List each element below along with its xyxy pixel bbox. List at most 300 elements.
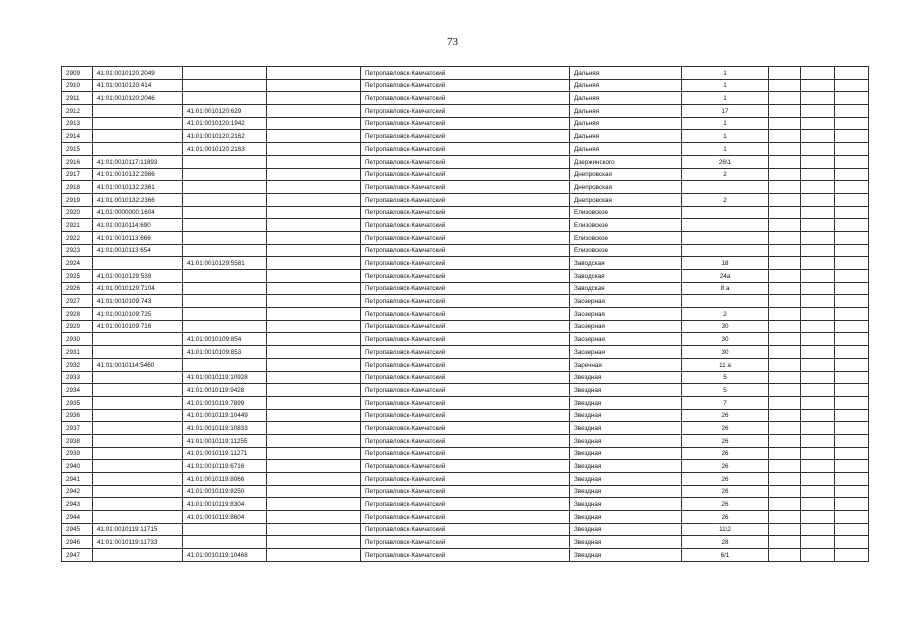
cadastral-number-2-cell (183, 67, 267, 80)
table-row (62, 257, 869, 270)
extra-cell-1 (769, 371, 801, 384)
extra-cell-3 (835, 105, 869, 118)
city-cell: Петропавловск-Камчатский (361, 168, 570, 181)
street-cell: Звездная (570, 549, 682, 562)
extra-cell-3 (835, 511, 869, 524)
cadastral-number-2-cell (183, 92, 267, 105)
extra-cell-1 (769, 244, 801, 257)
cadastral-number-cell (93, 105, 183, 118)
extra-cell-2 (801, 511, 835, 524)
city-cell: Петропавловск-Камчатский (361, 549, 570, 562)
extra-cell-2 (801, 460, 835, 473)
row-number-cell: 2915 (62, 143, 93, 156)
extra-cell-1 (769, 358, 801, 371)
extra-cell-2 (801, 219, 835, 232)
house-number-cell: 26 (682, 498, 769, 511)
cadastral-number-2-cell: 41:01:0010119:7899 (183, 396, 267, 409)
table-row (62, 511, 869, 524)
cadastral-number-cell: 41:01:0010109:743 (93, 295, 183, 308)
row-number-cell: 2939 (62, 447, 93, 460)
row-number-cell: 2921 (62, 219, 93, 232)
house-number-cell: 1 (682, 92, 769, 105)
extra-cell-3 (835, 308, 869, 321)
cadastral-number-cell: 41:01:0010109:725 (93, 308, 183, 321)
extra-cell-1 (769, 181, 801, 194)
cadastral-number-cell: 41:01:0010132:2361 (93, 181, 183, 194)
extra-cell-2 (801, 409, 835, 422)
city-cell: Петропавловск-Камчатский (361, 320, 570, 333)
street-cell: Звездная (570, 473, 682, 486)
extra-cell-3 (835, 409, 869, 422)
empty-cell (267, 168, 361, 181)
row-number-cell: 2928 (62, 308, 93, 321)
street-cell: Днепровская (570, 181, 682, 194)
street-cell: Заречная (570, 358, 682, 371)
row-number-cell: 2918 (62, 181, 93, 194)
house-number-cell: 7 (682, 396, 769, 409)
street-cell: Заозерная (570, 308, 682, 321)
extra-cell-2 (801, 295, 835, 308)
row-number-cell: 2923 (62, 244, 93, 257)
empty-cell (267, 105, 361, 118)
city-cell: Петропавловск-Камчатский (361, 485, 570, 498)
cadastral-number-2-cell: 41:01:0010129:5581 (183, 257, 267, 270)
city-cell: Петропавловск-Камчатский (361, 282, 570, 295)
house-number-cell: 6/1 (682, 549, 769, 562)
cadastral-number-2-cell (183, 282, 267, 295)
cadastral-number-2-cell: 41:01:0010120:629 (183, 105, 267, 118)
empty-cell (267, 536, 361, 549)
row-number-cell: 2922 (62, 231, 93, 244)
house-number-cell: 30 (682, 346, 769, 359)
table-row (62, 396, 869, 409)
empty-cell (267, 511, 361, 524)
extra-cell-2 (801, 231, 835, 244)
extra-cell-3 (835, 219, 869, 232)
extra-cell-3 (835, 92, 869, 105)
table-row (62, 422, 869, 435)
empty-cell (267, 193, 361, 206)
house-number-cell: 2 (682, 308, 769, 321)
extra-cell-1 (769, 422, 801, 435)
street-cell: Звездная (570, 409, 682, 422)
extra-cell-3 (835, 498, 869, 511)
cadastral-number-2-cell: 41:01:0010119:6716 (183, 460, 267, 473)
city-cell: Петропавловск-Камчатский (361, 371, 570, 384)
house-number-cell (682, 295, 769, 308)
city-cell: Петропавловск-Камчатский (361, 396, 570, 409)
extra-cell-3 (835, 244, 869, 257)
house-number-cell (682, 181, 769, 194)
street-cell: Заозерная (570, 295, 682, 308)
table-row (62, 231, 869, 244)
city-cell: Петропавловск-Камчатский (361, 434, 570, 447)
cadastral-number-cell: 41:01:0010132:2366 (93, 193, 183, 206)
extra-cell-1 (769, 67, 801, 80)
city-cell: Петропавловск-Камчатский (361, 384, 570, 397)
house-number-cell: 28 (682, 536, 769, 549)
extra-cell-3 (835, 143, 869, 156)
table-row (62, 473, 869, 486)
cadastral-number-cell (93, 371, 183, 384)
cadastral-number-2-cell (183, 181, 267, 194)
street-cell: Дальняя (570, 92, 682, 105)
house-number-cell (682, 231, 769, 244)
house-number-cell: 26 (682, 447, 769, 460)
cadastral-number-cell (93, 409, 183, 422)
cadastral-number-cell: 41:01:0000000:1604 (93, 206, 183, 219)
cadastral-number-2-cell (183, 79, 267, 92)
house-number-cell: 1 (682, 130, 769, 143)
street-cell: Елизовское (570, 231, 682, 244)
empty-cell (267, 523, 361, 536)
table-row (62, 498, 869, 511)
extra-cell-3 (835, 168, 869, 181)
extra-cell-1 (769, 282, 801, 295)
extra-cell-1 (769, 270, 801, 283)
cadastral-number-cell: 41:01:0010132:2986 (93, 168, 183, 181)
extra-cell-2 (801, 485, 835, 498)
city-cell: Петропавловск-Камчатский (361, 511, 570, 524)
row-number-cell: 2920 (62, 206, 93, 219)
table-row (62, 308, 869, 321)
city-cell: Петропавловск-Камчатский (361, 143, 570, 156)
extra-cell-2 (801, 105, 835, 118)
street-cell: Звездная (570, 447, 682, 460)
cadastral-number-2-cell: 41:01:0010119:8250 (183, 485, 267, 498)
extra-cell-1 (769, 206, 801, 219)
extra-cell-1 (769, 295, 801, 308)
extra-cell-2 (801, 447, 835, 460)
cadastral-number-cell (93, 460, 183, 473)
house-number-cell: 30 (682, 333, 769, 346)
street-cell: Дальняя (570, 117, 682, 130)
extra-cell-2 (801, 371, 835, 384)
extra-cell-1 (769, 536, 801, 549)
street-cell: Звездная (570, 434, 682, 447)
cadastral-number-cell (93, 511, 183, 524)
empty-cell (267, 498, 361, 511)
cadastral-number-2-cell (183, 358, 267, 371)
row-number-cell: 2930 (62, 333, 93, 346)
extra-cell-2 (801, 270, 835, 283)
table-row (62, 333, 869, 346)
registry-table (61, 66, 869, 562)
city-cell: Петропавловск-Камчатский (361, 117, 570, 130)
extra-cell-3 (835, 549, 869, 562)
extra-cell-2 (801, 130, 835, 143)
extra-cell-2 (801, 79, 835, 92)
extra-cell-2 (801, 473, 835, 486)
city-cell: Петропавловск-Камчатский (361, 231, 570, 244)
table-row (62, 105, 869, 118)
street-cell: Заозерная (570, 333, 682, 346)
street-cell: Заводская (570, 282, 682, 295)
cadastral-number-2-cell (183, 193, 267, 206)
table-row (62, 358, 869, 371)
table-row (62, 536, 869, 549)
house-number-cell (682, 206, 769, 219)
extra-cell-1 (769, 105, 801, 118)
table-row (62, 219, 869, 232)
extra-cell-2 (801, 67, 835, 80)
city-cell: Петропавловск-Камчатский (361, 79, 570, 92)
row-number-cell: 2946 (62, 536, 93, 549)
street-cell: Днепровская (570, 168, 682, 181)
city-cell: Петропавловск-Камчатский (361, 92, 570, 105)
extra-cell-1 (769, 498, 801, 511)
city-cell: Петропавловск-Камчатский (361, 333, 570, 346)
cadastral-number-2-cell (183, 536, 267, 549)
house-number-cell: 5 (682, 371, 769, 384)
city-cell: Петропавловск-Камчатский (361, 536, 570, 549)
cadastral-number-2-cell: 41:01:0010119:10468 (183, 549, 267, 562)
table-row (62, 549, 869, 562)
table-row (62, 92, 869, 105)
extra-cell-3 (835, 155, 869, 168)
row-number-cell: 2934 (62, 384, 93, 397)
extra-cell-3 (835, 358, 869, 371)
row-number-cell: 2935 (62, 396, 93, 409)
empty-cell (267, 244, 361, 257)
street-cell: Заозерная (570, 346, 682, 359)
extra-cell-2 (801, 434, 835, 447)
extra-cell-3 (835, 117, 869, 130)
extra-cell-3 (835, 231, 869, 244)
cadastral-number-2-cell: 41:01:0010109:853 (183, 346, 267, 359)
table-row (62, 460, 869, 473)
extra-cell-2 (801, 498, 835, 511)
cadastral-number-2-cell (183, 523, 267, 536)
extra-cell-2 (801, 143, 835, 156)
extra-cell-1 (769, 92, 801, 105)
extra-cell-2 (801, 384, 835, 397)
empty-cell (267, 320, 361, 333)
extra-cell-1 (769, 79, 801, 92)
street-cell: Дальняя (570, 105, 682, 118)
extra-cell-2 (801, 523, 835, 536)
row-number-cell: 2925 (62, 270, 93, 283)
street-cell: Звездная (570, 384, 682, 397)
empty-cell (267, 422, 361, 435)
extra-cell-2 (801, 320, 835, 333)
city-cell: Петропавловск-Камчатский (361, 193, 570, 206)
city-cell: Петропавловск-Камчатский (361, 130, 570, 143)
street-cell: Днепровская (570, 193, 682, 206)
row-number-cell: 2919 (62, 193, 93, 206)
extra-cell-1 (769, 308, 801, 321)
table-row (62, 244, 869, 257)
empty-cell (267, 206, 361, 219)
extra-cell-1 (769, 117, 801, 130)
extra-cell-2 (801, 168, 835, 181)
table-row (62, 282, 869, 295)
extra-cell-2 (801, 257, 835, 270)
house-number-cell: 26 (682, 473, 769, 486)
cadastral-number-2-cell: 41:01:0010119:8304 (183, 498, 267, 511)
row-number-cell: 2944 (62, 511, 93, 524)
row-number-cell: 2917 (62, 168, 93, 181)
row-number-cell: 2916 (62, 155, 93, 168)
house-number-cell: 26 (682, 434, 769, 447)
table-row (62, 67, 869, 80)
city-cell: Петропавловск-Камчатский (361, 206, 570, 219)
table-row (62, 155, 869, 168)
street-cell: Дальняя (570, 79, 682, 92)
extra-cell-1 (769, 384, 801, 397)
extra-cell-2 (801, 193, 835, 206)
city-cell: Петропавловск-Камчатский (361, 498, 570, 511)
city-cell: Петропавловск-Камчатский (361, 219, 570, 232)
extra-cell-2 (801, 206, 835, 219)
cadastral-number-cell: 41:01:0010129:7104 (93, 282, 183, 295)
cadastral-number-2-cell: 41:01:0010119:10928 (183, 371, 267, 384)
cadastral-number-2-cell (183, 270, 267, 283)
row-number-cell: 2947 (62, 549, 93, 562)
street-cell: Заозерная (570, 320, 682, 333)
registry-rows (62, 67, 869, 562)
cadastral-number-2-cell: 41:01:0010119:9428 (183, 384, 267, 397)
empty-cell (267, 117, 361, 130)
cadastral-number-2-cell (183, 206, 267, 219)
cadastral-number-2-cell (183, 231, 267, 244)
row-number-cell: 2945 (62, 523, 93, 536)
empty-cell (267, 130, 361, 143)
extra-cell-2 (801, 92, 835, 105)
house-number-cell: 30 (682, 320, 769, 333)
cadastral-number-cell (93, 333, 183, 346)
row-number-cell: 2931 (62, 346, 93, 359)
street-cell: Заводская (570, 270, 682, 283)
empty-cell (267, 447, 361, 460)
table-row (62, 384, 869, 397)
city-cell: Петропавловск-Камчатский (361, 244, 570, 257)
empty-cell (267, 155, 361, 168)
extra-cell-1 (769, 434, 801, 447)
table-row (62, 130, 869, 143)
row-number-cell: 2943 (62, 498, 93, 511)
empty-cell (267, 257, 361, 270)
empty-cell (267, 409, 361, 422)
extra-cell-3 (835, 130, 869, 143)
extra-cell-1 (769, 447, 801, 460)
empty-cell (267, 143, 361, 156)
empty-cell (267, 67, 361, 80)
row-number-cell: 2909 (62, 67, 93, 80)
street-cell: Елизовское (570, 206, 682, 219)
extra-cell-3 (835, 460, 869, 473)
cadastral-number-2-cell: 41:01:0010120:1942 (183, 117, 267, 130)
house-number-cell (682, 219, 769, 232)
extra-cell-2 (801, 117, 835, 130)
house-number-cell: 26 (682, 409, 769, 422)
city-cell: Петропавловск-Камчатский (361, 155, 570, 168)
cadastral-number-cell: 41:01:0010109:716 (93, 320, 183, 333)
cadastral-number-cell (93, 384, 183, 397)
empty-cell (267, 384, 361, 397)
street-cell: Звездная (570, 498, 682, 511)
extra-cell-1 (769, 193, 801, 206)
street-cell: Дальняя (570, 130, 682, 143)
street-cell: Заводская (570, 257, 682, 270)
city-cell: Петропавловск-Камчатский (361, 422, 570, 435)
table-row (62, 409, 869, 422)
table-row (62, 371, 869, 384)
row-number-cell: 2940 (62, 460, 93, 473)
cadastral-number-cell (93, 498, 183, 511)
street-cell: Дзержинского (570, 155, 682, 168)
extra-cell-1 (769, 130, 801, 143)
cadastral-number-cell: 41:01:0010113:666 (93, 231, 183, 244)
house-number-cell: 2 (682, 193, 769, 206)
cadastral-number-cell: 41:01:0010114:690 (93, 219, 183, 232)
cadastral-number-2-cell (183, 219, 267, 232)
extra-cell-1 (769, 219, 801, 232)
empty-cell (267, 92, 361, 105)
extra-cell-3 (835, 447, 869, 460)
extra-cell-1 (769, 549, 801, 562)
cadastral-number-2-cell: 41:01:0010119:10833 (183, 422, 267, 435)
house-number-cell: 11\2 (682, 523, 769, 536)
cadastral-number-2-cell (183, 295, 267, 308)
street-cell: Елизовское (570, 219, 682, 232)
cadastral-number-2-cell (183, 168, 267, 181)
cadastral-number-cell (93, 130, 183, 143)
empty-cell (267, 308, 361, 321)
table-row (62, 79, 869, 92)
cadastral-number-2-cell: 41:01:0010119:11255 (183, 434, 267, 447)
cadastral-number-cell (93, 434, 183, 447)
extra-cell-1 (769, 485, 801, 498)
extra-cell-3 (835, 371, 869, 384)
city-cell: Петропавловск-Камчатский (361, 257, 570, 270)
house-number-cell: 18 (682, 257, 769, 270)
row-number-cell: 2932 (62, 358, 93, 371)
empty-cell (267, 295, 361, 308)
row-number-cell: 2914 (62, 130, 93, 143)
house-number-cell: 11 а (682, 358, 769, 371)
extra-cell-2 (801, 308, 835, 321)
table-row (62, 270, 869, 283)
extra-cell-1 (769, 168, 801, 181)
empty-cell (267, 396, 361, 409)
extra-cell-2 (801, 244, 835, 257)
extra-cell-3 (835, 67, 869, 80)
row-number-cell: 2911 (62, 92, 93, 105)
row-number-cell: 2913 (62, 117, 93, 130)
extra-cell-3 (835, 473, 869, 486)
street-cell: Дальняя (570, 143, 682, 156)
extra-cell-3 (835, 346, 869, 359)
extra-cell-3 (835, 485, 869, 498)
house-number-cell: 1 (682, 117, 769, 130)
extra-cell-3 (835, 434, 869, 447)
extra-cell-1 (769, 320, 801, 333)
cadastral-number-2-cell: 41:01:0010119:10449 (183, 409, 267, 422)
extra-cell-1 (769, 460, 801, 473)
city-cell: Петропавловск-Камчатский (361, 270, 570, 283)
row-number-cell: 2924 (62, 257, 93, 270)
extra-cell-1 (769, 473, 801, 486)
empty-cell (267, 371, 361, 384)
row-number-cell: 2937 (62, 422, 93, 435)
empty-cell (267, 282, 361, 295)
cadastral-number-2-cell: 41:01:0010119:8604 (183, 511, 267, 524)
extra-cell-1 (769, 409, 801, 422)
table-row (62, 117, 869, 130)
street-cell: Звездная (570, 371, 682, 384)
table-row (62, 320, 869, 333)
